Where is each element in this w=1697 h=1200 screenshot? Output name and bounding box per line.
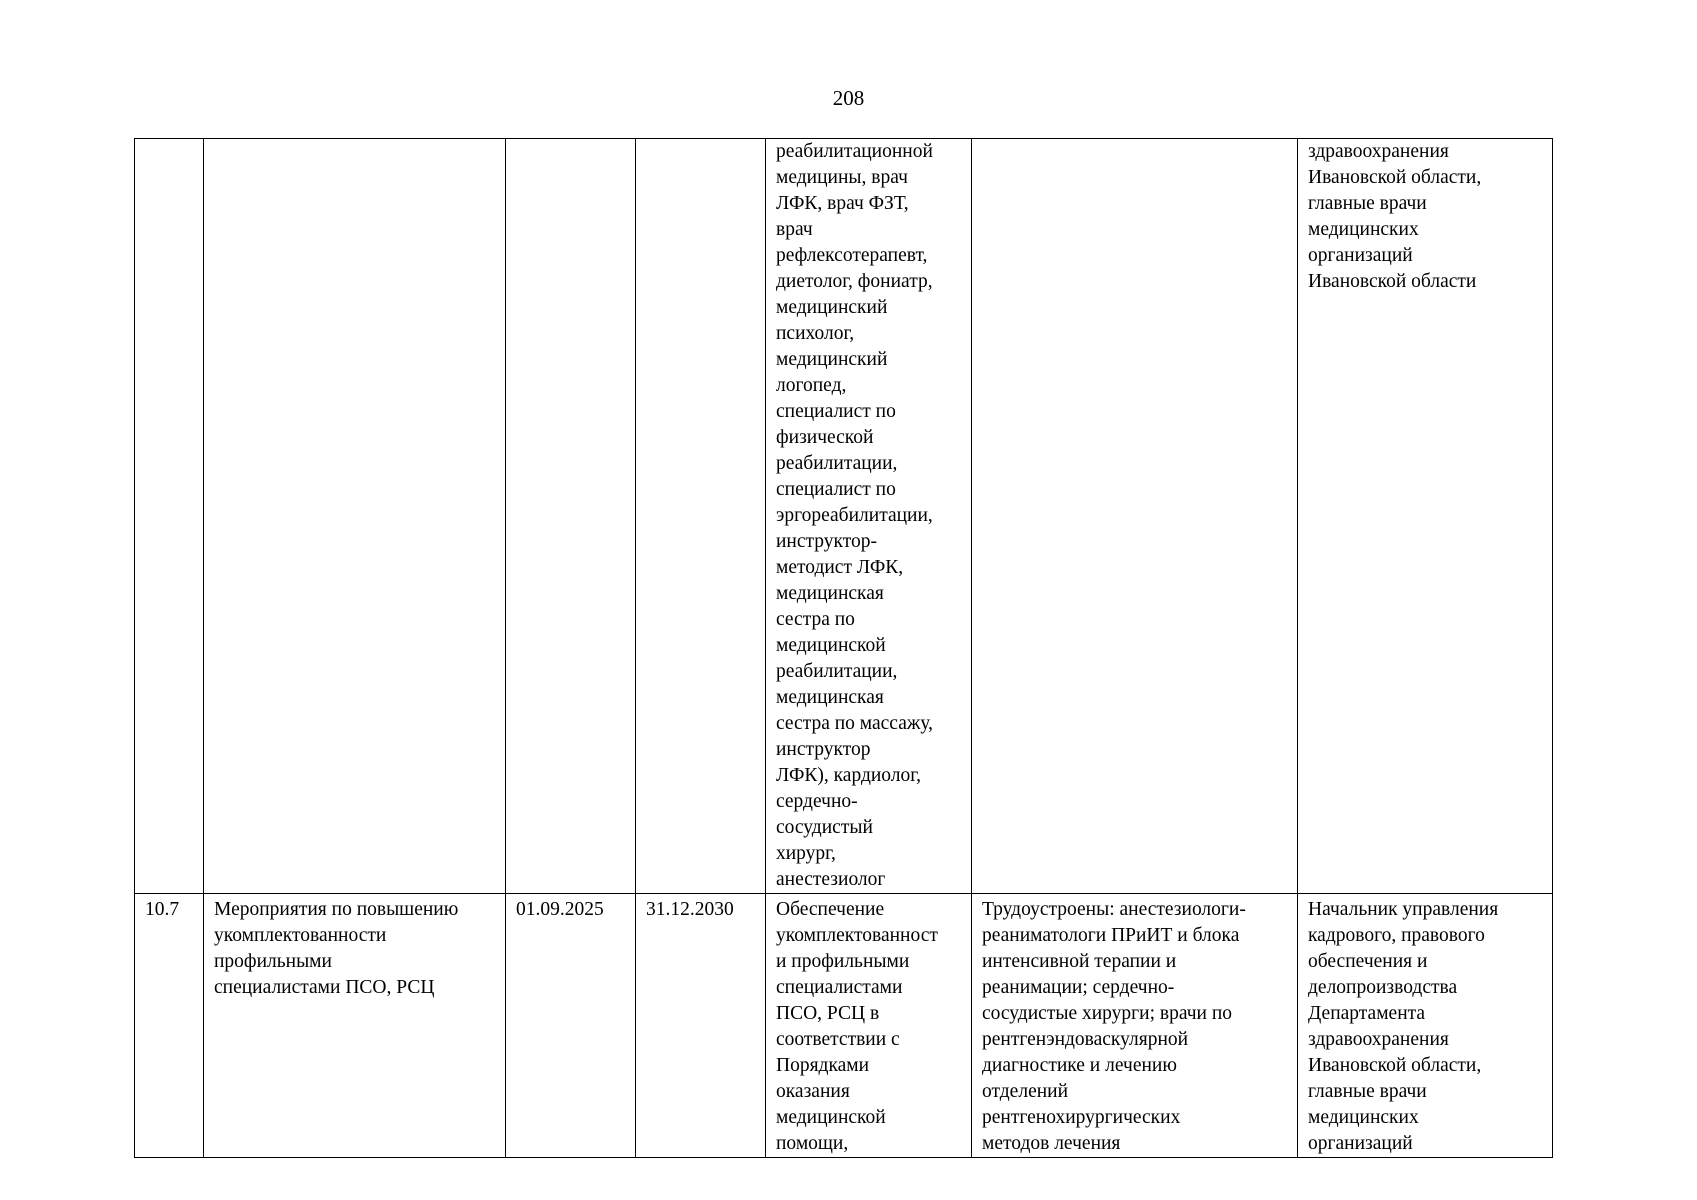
cell-responsible: [1298, 894, 1553, 1158]
table-row-10-7: [135, 894, 1553, 1158]
cell-result: [972, 894, 1298, 1158]
start-date: 01.09.2025: [516, 899, 604, 920]
result-text: Трудоустроены: анестезиологи- реаниматологи ПРиИТ и блока интенсивной терапии и реанимации; сердечно- сосудистые хирурги; врачи по рентгенэндоваскулярной диагностике и лечению отделений рентгенохирургических методов лечения: [982, 899, 1246, 1154]
table-row-continuation: [135, 139, 1553, 894]
cell-start-date: [506, 139, 636, 894]
description-text: Обеспечение укомплектованност и профильными специалистами ПСО, РСЦ в соответствии с Порядками оказания медицинской помощи,: [776, 899, 938, 1154]
end-date: 31.12.2030: [646, 899, 734, 920]
page-number: 208: [832, 86, 865, 110]
cell-description: [766, 139, 972, 894]
cell-start-date: [506, 894, 636, 1158]
responsible-text: здравоохранения Ивановской области, главные врачи медицинских организаций Ивановской области: [1308, 141, 1482, 292]
measure-name: Мероприятия по повышению укомплектованности профильными специалистами ПСО, РСЦ: [214, 899, 459, 998]
description-text: реабилитационной медицины, врач ЛФК, врач ФЗТ, врач рефлексотерапевт, диетолог, фониатр, медицинский психолог, медицинский логопед, специалист по физической реабилитации, специалист по эргореабилитации, инструктор- методист ЛФК, медицинская сестра по медицинской реабилитации, медицинская сестра по массажу, инструктор ЛФК), кардиолог, сердечно- сосудистый хирург, анестезиолог: [776, 141, 933, 890]
cell-responsible: [1298, 139, 1553, 894]
cell-number: [135, 139, 204, 894]
cell-description: [766, 894, 972, 1158]
cell-end-date: [636, 894, 766, 1158]
cell-name: [204, 894, 506, 1158]
responsible-text: Начальник управления кадрового, правового обеспечения и делопроизводства Департамента здравоохранения Ивановской области, главные врачи медицинских организаций: [1308, 899, 1499, 1154]
cell-end-date: [636, 139, 766, 894]
cell-name: [204, 139, 506, 894]
cell-result: [972, 139, 1298, 894]
measures-table: [134, 138, 1553, 1158]
row-number: 10.7: [145, 899, 180, 920]
cell-number: [135, 894, 204, 1158]
